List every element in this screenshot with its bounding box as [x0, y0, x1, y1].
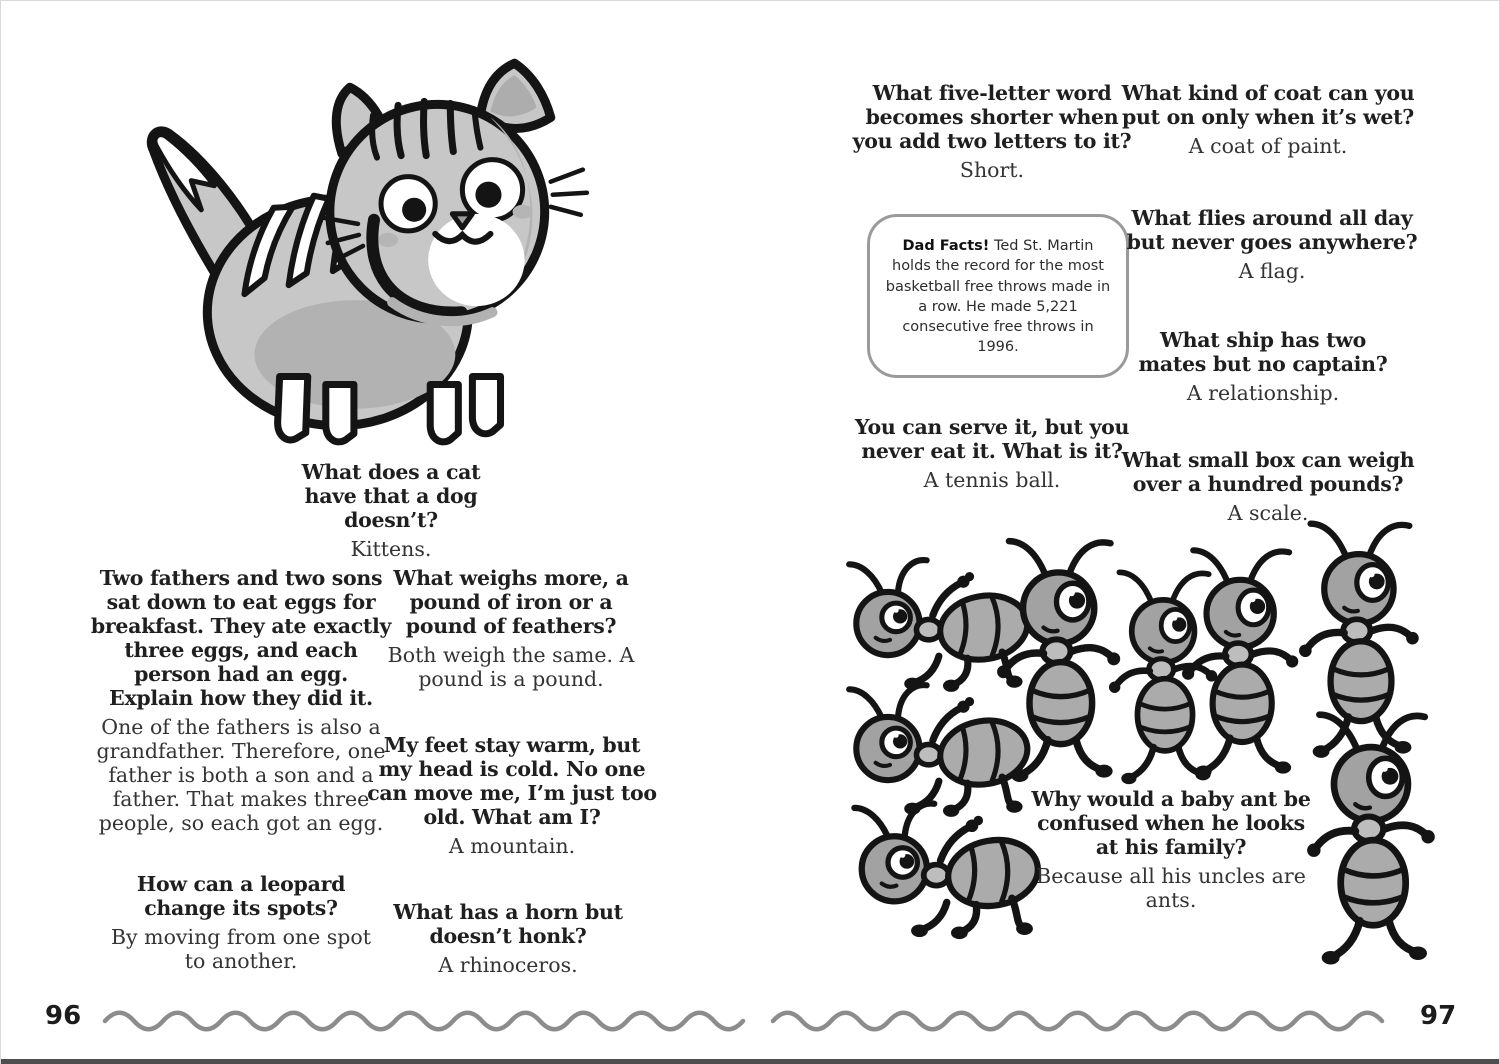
riddle-ship	[1138, 328, 1388, 405]
riddle-question: What five-letter word becomes shorter when you add two letters to it?	[852, 81, 1132, 153]
page-number-right: 97	[1420, 1001, 1457, 1031]
riddle-answer: Kittens.	[350, 536, 432, 561]
riddle-pound-feathers	[375, 566, 647, 691]
riddle-answer: A mountain.	[448, 833, 576, 858]
cat-illustration	[129, 53, 621, 465]
riddle-question: My feet stay warm, but my head is cold. No one can move me, I’m just too old. What am I?	[367, 733, 657, 829]
riddle-mountain	[367, 733, 657, 858]
wavy-divider	[769, 1005, 1394, 1037]
dad-facts-label: Dad Facts!	[902, 238, 990, 254]
riddle-answer: A coat of paint.	[1188, 133, 1348, 158]
page-number-left: 96	[45, 1001, 82, 1031]
riddle-answer: Because all his uncles are ants.	[1036, 863, 1306, 912]
riddle-answer: Short.	[959, 157, 1025, 182]
riddle-answer: By moving from one spot to another.	[110, 924, 372, 973]
riddle-cat	[273, 460, 509, 561]
riddle-answer: A relationship.	[1186, 380, 1340, 405]
riddle-coat	[1119, 81, 1417, 158]
riddle-leopard	[109, 872, 373, 973]
page-97	[751, 1, 1500, 1064]
riddle-answer: A flag.	[1238, 258, 1306, 283]
dad-facts-box	[867, 214, 1129, 378]
riddle-answer: One of the fathers is also a grandfather. Therefore, one father is both a son and a father. That makes three people, so each got an egg.	[96, 714, 386, 835]
riddle-question: Two fathers and two sons sat down to eat eggs for breakfast. They ate exactly three eggs, and each person had an egg. Explain how they did it.	[90, 566, 392, 710]
riddle-question: Why would a baby ant be confused when he looks at his family?	[1031, 787, 1311, 859]
riddle-question: You can serve it, but you never eat it. What is it?	[854, 415, 1130, 463]
wavy-divider	[101, 1005, 746, 1037]
dad-facts-text: Ted St. Martin holds the record for the most basketball free throws made in a row. He made 5,221 consecutive free throws in 1996.	[885, 238, 1111, 356]
photo-bottom-edge	[1, 1059, 1500, 1064]
riddle-question: What ship has two mates but no captain?	[1138, 328, 1388, 376]
riddle-question: What small box can weigh over a hundred pounds?	[1121, 448, 1415, 496]
riddle-answer: A scale.	[1227, 500, 1309, 525]
riddle-answer: A tennis ball.	[923, 467, 1061, 492]
riddle-answer: A rhinoceros.	[438, 952, 578, 977]
riddle-serve	[846, 415, 1138, 492]
page-96	[1, 1, 751, 1064]
riddle-question: How can a leopard change its spots?	[136, 872, 346, 920]
riddle-question: What kind of coat can you put on only when it’s wet?	[1121, 81, 1415, 129]
riddle-five-letter-word	[846, 81, 1138, 182]
riddle-question: What does a cat have that a dog doesn’t?	[301, 460, 481, 532]
riddle-question: What flies around all day but never goes anywhere?	[1126, 206, 1418, 254]
riddle-horn	[379, 900, 637, 977]
riddle-baby-ant	[1031, 787, 1311, 912]
riddle-answer: Both weigh the same. A pound is a pound.	[387, 642, 635, 691]
riddle-question: What weighs more, a pound of iron or a pound of feathers?	[393, 566, 629, 638]
riddle-flies	[1124, 206, 1420, 283]
riddle-two-fathers	[89, 566, 393, 835]
riddle-question: What has a horn but doesn’t honk?	[393, 900, 623, 948]
